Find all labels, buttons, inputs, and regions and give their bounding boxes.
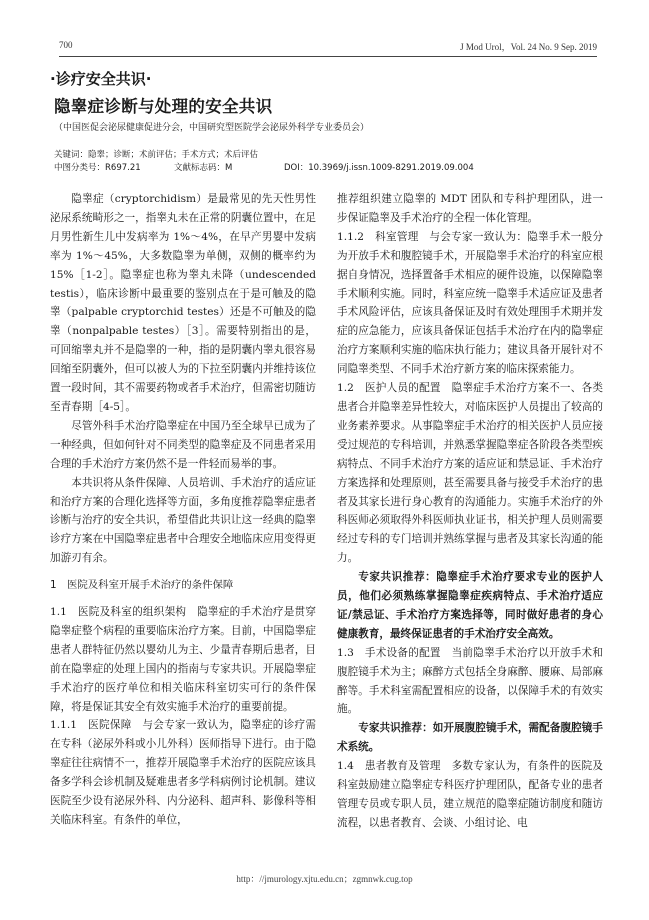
paragraph: 推荐组织建立隐睾的 MDT 团队和专科护理团队，进一步保证隐睾及手术治疗的全程一体化管理。 — [337, 193, 603, 224]
right-column — [337, 190, 603, 833]
keywords: 关键词：隐睾；诊断；术前评估；手术方式；术后评估 — [54, 150, 259, 160]
authors: （中国医促会泌尿健康促进分会，中国研究型医院学会泌尿外科学专业委员会） — [54, 123, 370, 133]
article-title: 隐睾症诊断与处理的安全共识 — [54, 97, 273, 116]
journal-citation: J Mod Urol，Vol. 24 No. 9 Sep. 2019 — [460, 42, 597, 52]
paragraph: 本共识将从条件保障、人员培训、手术治疗的适应证和治疗方案的合理化选择等方面，多角度推荐隐睾症患者诊断与治疗的安全共识，希望借此共识让这一经典的隐睾诊疗方案在中国隐睾症患者中合理安全地临床应用变得更加游刃有余。 — [50, 476, 316, 565]
paragraph: 1.1.2 科室管理 与会专家一致认为：隐睾手术一般分为开放手术和腹腔镜手术，开展隐睾手术治疗的科室应根据自身情况，选择置备手术相应的硬件设施，以保障隐睾手术顺利实施。同时，科室应统一隐睾手术适应证及患者手术风险评估，应该具备保证及时有效处理围手术期并发症的应急能力，应该具备保证包括手术治疗在内的隐睾症治疗方案顺利实施的临床执行能力；建议具备开展针对不同隐睾类型、不同手术治疗新方案的临床探索能力。 — [337, 230, 603, 376]
section-heading: 1 医院及科室开展手术治疗的条件保障 — [50, 579, 234, 592]
page-number: 700 — [59, 40, 73, 50]
footer-url: http：//jmurology.xjtu.edu.cn；zgmnwk.cug.top — [236, 874, 413, 884]
document-code: 文献标志码：M — [174, 163, 233, 173]
expert-recommendation: 专家共识推荐：如开展腹腔镜手术，需配备腹腔镜手术系统。 — [337, 722, 603, 754]
paragraph: 1.3 手术设备的配置 当前隐睾手术治疗以开放手术和腹腔镜手术为主；麻醉方式包括全身麻醉、腰麻、局部麻醉等。手术科室需配置相应的设备，以保障手术的有效实施。 — [337, 646, 603, 716]
paragraph: 1.4 患者教育及管理 多数专家认为，有条件的医院及科室鼓励建立隐睾症专科医疗护理团队，配备专业的患者管理专员或专职人员，建立规范的隐睾症随访制度和随访流程，以患者教育、会谈、小组讨论、电 — [337, 760, 603, 829]
doi: DOI：10.3969/j.issn.1009-8291.2019.09.004 — [284, 163, 474, 173]
header-rule — [59, 56, 597, 57]
paragraph: 1.1.1 医院保障 与会专家一致认为，隐睾症的诊疗需在专科（泌尿外科或小儿外科）医师指导下进行。由于隐睾症往往病情不一，推荐开展隐睾手术治疗的医院应该具备多学科会诊机制及疑难患者多学科病例讨论机制。建议医院至少设有泌尿外科、内分泌科、超声科、影像科等相关临床科室。有条件的单位， — [50, 719, 316, 826]
clc-number: 中图分类号：R697.21 — [54, 163, 141, 173]
paragraph: 1.1 医院及科室的组织架构 隐睾症的手术治疗是贯穿隐睾症整个病程的重要临床治疗方案。目前，中国隐睾症患者人群特征仍然以婴幼儿为主、少量青春期后患者，目前在隐睾症的处理上国内的指南与专家共识。开展隐睾症手术治疗的医疗单位和相关临床科室切实可行的条件保障，将是保证其安全有效实施手术治疗的重要前提。 — [50, 606, 316, 713]
column-tag: ·诊疗安全共识· — [50, 70, 152, 88]
left-column — [50, 190, 316, 830]
paragraph: 隐睾症（cryptorchidism）是最常见的先天性男性泌尿系统畸形之一，指睾丸未在正常的阴囊位置中，在足月男性新生儿中发病率为 1%～4%，在早产男婴中发病率为 1%～45%，大多数隐睾为单侧，双侧的概率约为 15%［1-2］。隐睾症也称为睾丸未降（undescended testis），临床诊断中最重要的鉴别点在于是可触及的隐睾（palpable cryptorchid testes）还是不可触及的隐睾（nonpalpable testes）［3］。需要特别指出的是，可回缩睾丸并不是隐睾的一种，指的是阴囊内睾丸很容易回缩至阴囊外，但可以被人为的下拉至阴囊内并维持该位置一段时间，其不需要药物或者手术治疗，但需密切随访至青春期［4-5］。 — [50, 193, 316, 413]
expert-recommendation: 专家共识推荐：隐睾症手术治疗要求专业的医护人员，他们必须熟练掌握隐睾症疾病特点、手术治疗适应证/禁忌证、手术治疗方案选择等，同时做好患者的身心健康教育，最终保证患者的手术治疗安全高效。 — [337, 571, 603, 640]
paragraph: 1.2 医护人员的配置 隐睾症手术治疗方案不一、各类患者合并隐睾差异性较大，对临床医护人员提出了较高的业务素养要求。从事隐睾症手术治疗的相关医护人员应接受过规范的专科培训，并熟悉掌握隐睾症各阶段各类型疾病特点、不同手术治疗方案的适应证和禁忌证、手术治疗方案选择和处理原则，甚至需要具备与接受手术治疗的患者及其家长进行身心教育的沟通能力。实施手术治疗的外科医师必须取得外科医师执业证书，相关护理人员则需要经过专科的专门培训并熟练掌握与患者及其家长沟通的能力。 — [337, 382, 603, 565]
paragraph: 尽管外科手术治疗隐睾症在中国乃至全球早已成为了一种经典，但如何针对不同类型的隐睾症及不同患者采用合理的手术治疗方案仍然不是一件轻而易举的事。 — [50, 419, 316, 470]
